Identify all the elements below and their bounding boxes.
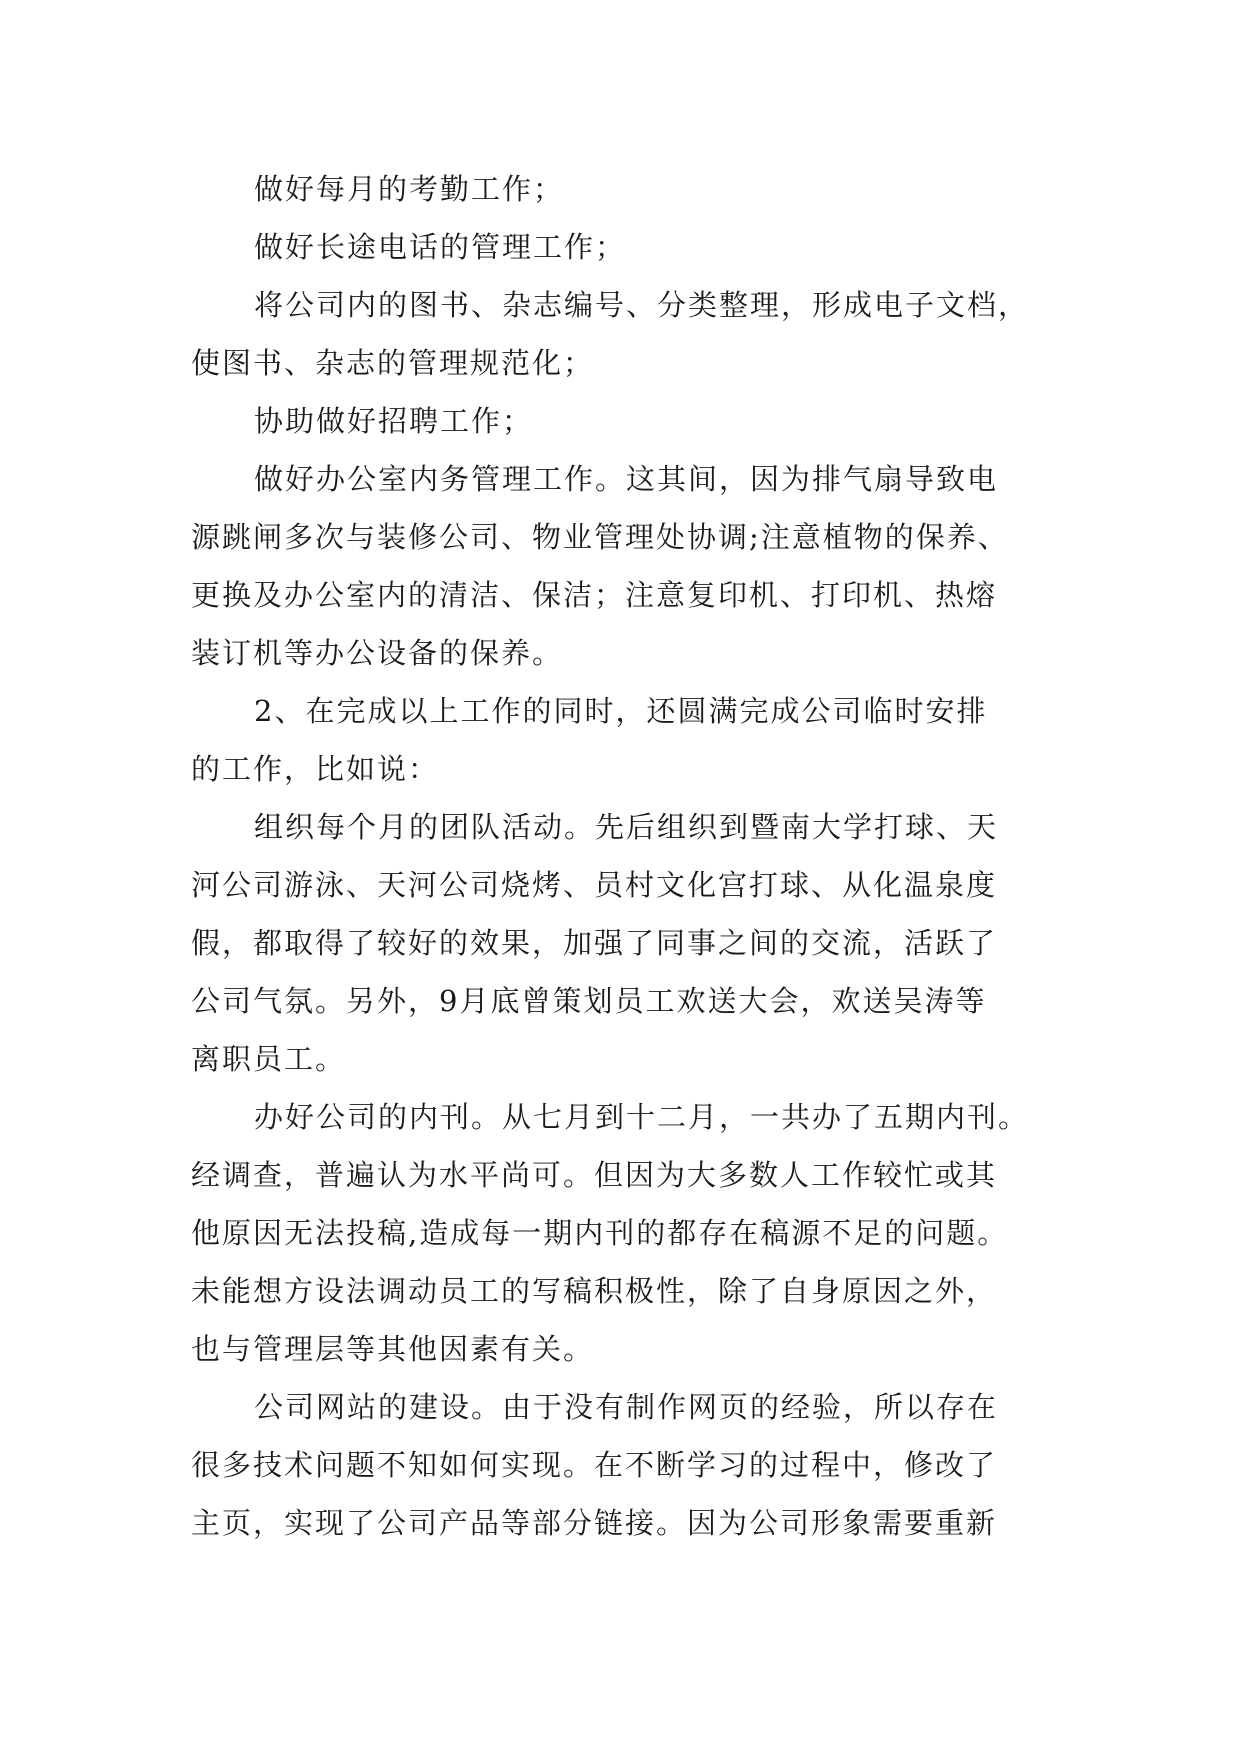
text-line: 源跳闸多次与装修公司、物业管理处协调;注意植物的保养、 (191, 520, 1009, 554)
text-line: 离职员工。 (191, 1042, 347, 1076)
text-line: 做好每月的考勤工作； (254, 172, 565, 206)
text-line: 组织每个月的团队活动。先后组织到暨南大学打球、天 (254, 810, 999, 844)
text-line: 主页，实现了公司产品等部分链接。因为公司形象需要重新 (191, 1506, 998, 1540)
text-line: 将公司内的图书、杂志编号、分类整理，形成电子文档， (254, 288, 1030, 322)
text-line: 2、在完成以上工作的同时，还圆满完成公司临时安排 (254, 694, 988, 728)
text-line: 假，都取得了较好的效果，加强了同事之间的交流，活跃了 (191, 926, 998, 960)
text-line: 河公司游泳、天河公司烧烤、员村文化宫打球、从化温泉度 (191, 868, 998, 902)
text-line: 公司气氛。另外，9月底曾策划员工欢送大会，欢送吴涛等 (191, 984, 987, 1018)
text-line: 更换及办公室内的清洁、保洁；注意复印机、打印机、热熔 (191, 578, 998, 612)
text-line: 很多技术问题不知如何实现。在不断学习的过程中，修改了 (191, 1448, 998, 1482)
text-line: 的工作，比如说： (191, 752, 440, 786)
text-line: 公司网站的建设。由于没有制作网页的经验，所以存在 (254, 1390, 999, 1424)
text-line: 办好公司的内刊。从七月到十二月，一共办了五期内刊。 (254, 1100, 1030, 1134)
text-line: 使图书、杂志的管理规范化； (191, 346, 595, 380)
text-line: 也与管理层等其他因素有关。 (191, 1332, 595, 1366)
text-line: 协助做好招聘工作； (254, 404, 534, 438)
text-line: 未能想方设法调动员工的写稿积极性，除了自身原因之外， (191, 1274, 998, 1308)
text-line: 装订机等办公设备的保养。 (191, 636, 564, 670)
text-line: 做好长途电话的管理工作； (254, 230, 627, 264)
text-line: 他原因无法投稿,造成每一期内刊的都存在稿源不足的问题。 (191, 1216, 1009, 1250)
document-body (191, 160, 1071, 1552)
text-line: 做好办公室内务管理工作。这其间，因为排气扇导致电 (254, 462, 999, 496)
text-line: 经调查，普遍认为水平尚可。但因为大多数人工作较忙或其 (191, 1158, 998, 1192)
